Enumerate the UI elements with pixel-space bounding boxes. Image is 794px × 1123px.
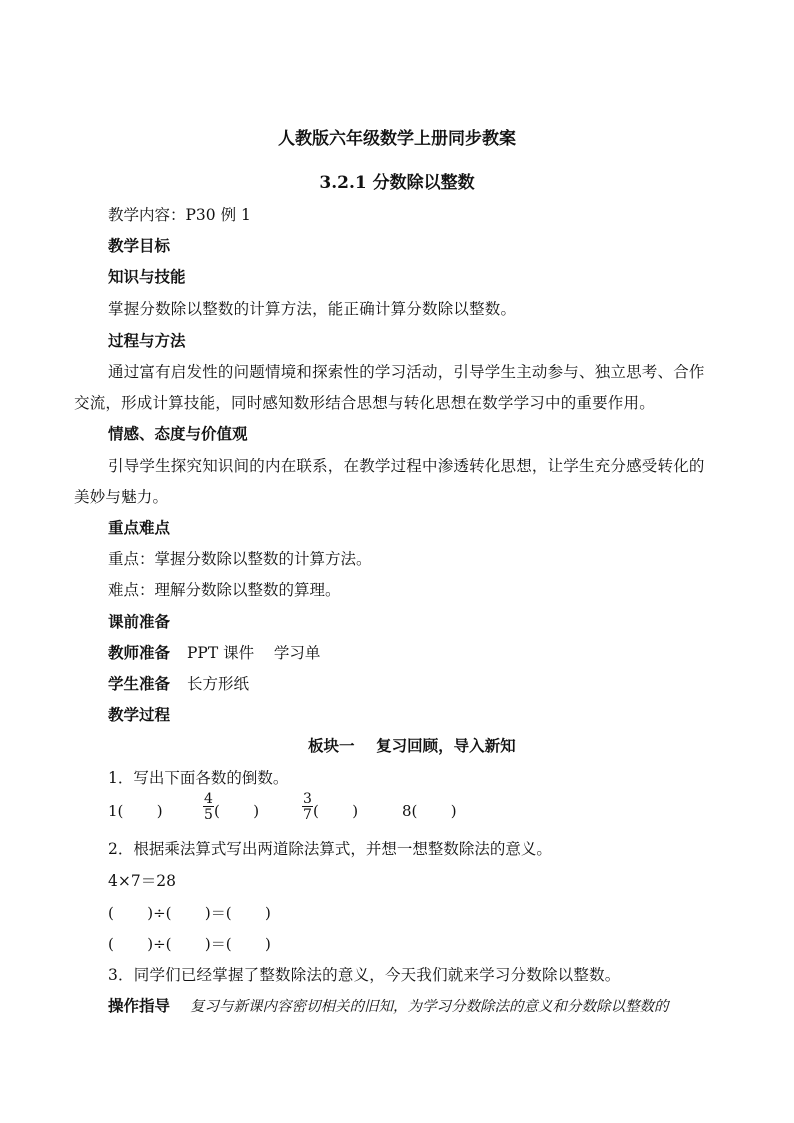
process-methods-heading: 过程与方法 (108, 331, 186, 350)
student-prep-value: 长方形纸 (187, 675, 250, 693)
document-title: 人教版六年级数学上册同步教案 (278, 129, 516, 149)
guide-label: 操作指导 (108, 996, 171, 1015)
process-heading: 教学过程 (108, 705, 171, 724)
student-prep-label: 学生准备 (108, 674, 171, 693)
guide-text: 复习与新课内容密切相关的旧知，为学习分数除法的意义和分数除以整数的 (190, 999, 669, 1015)
knowledge-skills-text: 掌握分数除以整数的计算方法，能正确计算分数除以整数。 (108, 300, 517, 318)
fraction-denominator: 5 (204, 807, 213, 823)
reciprocal-item-2-blank: ( ) (214, 802, 260, 820)
fraction-numerator: 3 (303, 791, 312, 807)
reciprocal-item-3-blank: ( ) (313, 802, 359, 820)
reciprocal-item-1: 1( ) (108, 802, 163, 820)
division-blank-2: ( )÷( )＝( ) (108, 935, 271, 953)
process-methods-line-1: 通过富有启发性的问题情境和探索性的学习活动，引导学生主动参与、独立思考、合作 (108, 363, 705, 381)
block1-title: 板块一 复习回顾，导入新知 (308, 736, 516, 755)
teaching-goals-heading: 教学目标 (108, 236, 171, 255)
lesson-subtitle: 3.2.1 分数除以整数 (319, 173, 475, 193)
fraction-4-5 (203, 792, 214, 822)
key-points-heading: 重点难点 (108, 518, 171, 537)
teacher-prep-label: 教师准备 (108, 643, 171, 662)
fraction-3-7 (302, 792, 313, 822)
teaching-content: 教学内容：P30 例 1 (108, 206, 251, 224)
prep-heading: 课前准备 (108, 612, 171, 631)
emotion-heading: 情感、态度与价值观 (108, 424, 248, 443)
question-3: 3．同学们已经掌握了整数除法的意义，今天我们就来学习分数除以整数。 (108, 966, 621, 984)
process-methods-line-2: 交流，形成计算技能，同时感知数形结合思想与转化思想在数学学习中的重要作用。 (74, 394, 655, 412)
division-blank-1: ( )÷( )＝( ) (108, 904, 271, 922)
question-2: 2．根据乘法算式写出两道除法算式，并想一想整数除法的意义。 (108, 840, 552, 858)
multiplication-equation: 4×7＝28 (108, 872, 176, 890)
reciprocal-item-4: 8( ) (402, 802, 457, 820)
emotion-line-1: 引导学生探究知识间的内在联系，在教学过程中渗透转化思想，让学生充分感受转化的 (108, 457, 705, 475)
fraction-numerator: 4 (204, 791, 213, 807)
emotion-line-2: 美妙与魅力。 (74, 488, 169, 506)
key-point: 重点：掌握分数除以整数的计算方法。 (108, 550, 372, 568)
difficult-point: 难点：理解分数除以整数的算理。 (108, 581, 341, 599)
question-1: 1．写出下面各数的倒数。 (108, 769, 289, 787)
fraction-denominator: 7 (303, 807, 312, 823)
knowledge-skills-heading: 知识与技能 (108, 267, 186, 286)
teacher-prep-value: PPT 课件 学习单 (187, 644, 321, 662)
